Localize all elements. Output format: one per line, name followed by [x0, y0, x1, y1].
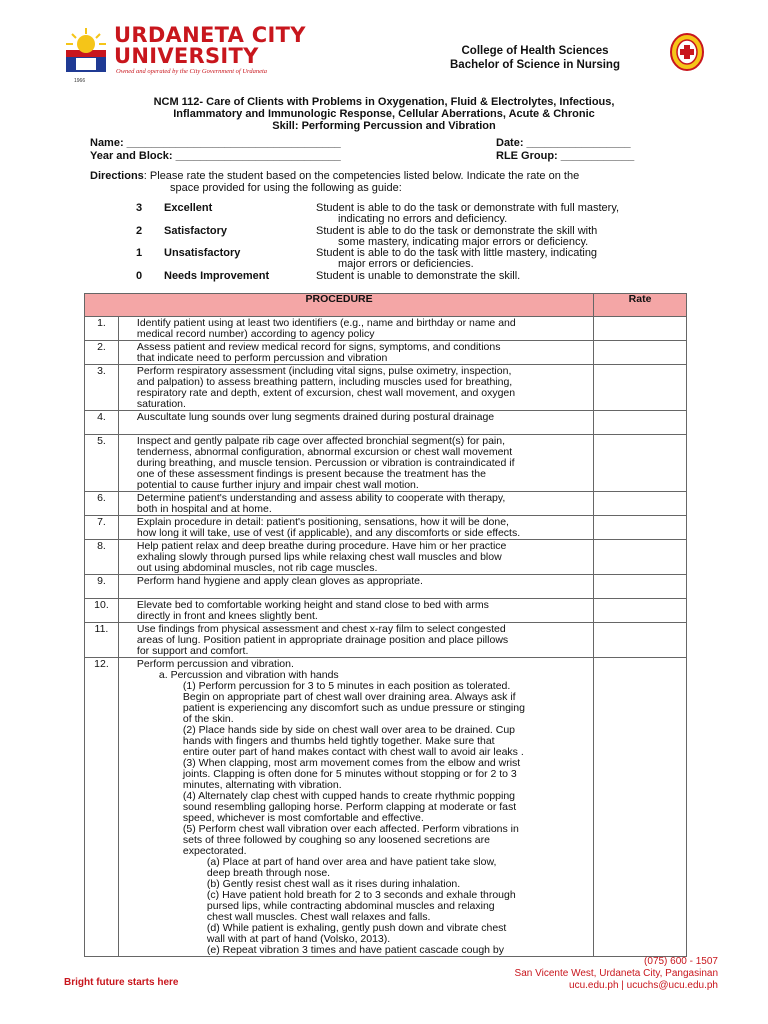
directions: Directions: Please rate the student based on the competencies listed below. Indicate the rate on the space provided for using the following as guide: — [90, 170, 580, 194]
university-logo-icon — [62, 26, 110, 76]
table-row — [85, 599, 687, 623]
footer-contact — [420, 956, 718, 992]
table-row — [85, 492, 687, 516]
step-text: Perform hand hygiene and apply clean gloves as appropriate. — [118, 575, 593, 599]
step-text: Determine patient's understanding and assess ability to cooperate with therapy, both in hospital and at home. — [118, 492, 593, 516]
step-number: 1. — [85, 317, 119, 341]
rate-cell[interactable] — [594, 623, 687, 658]
year-block-field[interactable]: Year and Block: ___________________________ — [90, 149, 341, 162]
step-text: Perform percussion and vibration. a. Percussion and vibration with hands (1) Perform percussion for 3 to 5 minutes in each position as tolerated. Begin on appropriate part of chest wall over draining area. Always ask if patient is experiencing any discomfort such as undue pressure or stinging of the skin. (2) Place hands side by side on chest wall over area to be drained. Cup hands with fingers and thumbs held tightly together. Make sure that entire outer part of hand makes contact with chest wall to avoid air leaks . (3) When clapping, most arm movement comes from the elbow and wrist joints. Clapping is often done for 5 minutes without stopping or for 2 to 3 minutes, alternating with vibration. (4) Alternately clap chest with cupped hands to create rhythmic popping sound resembling galloping horse. Perform clapping at moderate or fast speed, whichever is most comfortable and effective. (5) Perform chest wall vibration over each affected. Perform vibrations in sets of three followed by coughing so any loosened secretions are expectorated. (a) Place at part of hand over area and have patient take slow, deep breath through nose. (b) Gently resist chest wall as it rises during inhalation. (c) Have patient hold breath for 2 to 3 seconds and exhale through pursed lips, while contracting abdominal muscles and relaxing chest wall muscles. Chest wall relaxes and falls. (d) While patient is exhaling, gently push down and vibrate chest wall with at part of hand (Volsko, 2013). (e) Repeat vibration 3 times and have patient cascade cough by — [118, 658, 593, 957]
step-number: 8. — [85, 540, 119, 575]
step-text: Help patient relax and deep breathe during procedure. Have him or her practice exhaling slowly through pursed lips while relaxing chest wall muscles and blow out using abdominal muscles, not rib cage muscles. — [118, 540, 593, 575]
scale-row: 0 Needs Improvement Student is unable to demonstrate the skill. — [136, 270, 521, 283]
scale-row: 1 Unsatisfactory Student is able to do the task with little mastery, indicating major errors or deficiencies. — [136, 247, 598, 271]
course-title: NCM 112- Care of Clients with Problems in Oxygenation, Fluid & Electrolytes, Infectious, Inflammatory and Immunologic Response, Cellular Aberrations, Acute & Chronic Skill: Performing Percussion and Vibration — [153, 96, 615, 132]
rate-cell[interactable] — [594, 540, 687, 575]
rle-group-field[interactable]: RLE Group: ____________ — [496, 149, 635, 162]
step-number: 3. — [85, 365, 119, 411]
step-text: Assess patient and review medical record for signs, symptoms, and conditions that indicate need to perform percussion and vibration — [118, 341, 593, 365]
university-name: URDANETA CITY UNIVERSITY — [114, 23, 306, 68]
step-number: 6. — [85, 492, 119, 516]
founding-year: 1966 — [74, 78, 86, 84]
name-field[interactable]: Name: ___________________________________ — [90, 137, 341, 149]
table-row — [85, 540, 687, 575]
table-row — [85, 623, 687, 658]
footer-slogan: Bright future starts here — [64, 977, 179, 988]
step-number: 4. — [85, 411, 119, 435]
student-info-fields — [90, 137, 690, 162]
procedure-table — [84, 293, 687, 957]
rate-cell[interactable] — [594, 435, 687, 492]
scale-row: 3 Excellent Student is able to do the task or demonstrate with full mastery, indicating no errors and deficiency. — [136, 202, 620, 225]
rate-cell[interactable] — [594, 411, 687, 435]
table-row — [85, 365, 687, 411]
step-text: Auscultate lung sounds over lung segments drained during postural drainage — [118, 411, 593, 435]
rate-header: Rate — [594, 294, 687, 317]
table-row — [85, 658, 687, 957]
step-text: Identify patient using at least two identifiers (e.g., name and birthday or name and medical record number) according to agency policy — [118, 317, 593, 341]
footer-phone: (075) 600 - 1507 — [644, 956, 718, 967]
date-field[interactable]: Date: _________________ — [496, 137, 631, 149]
rate-cell[interactable] — [594, 341, 687, 365]
step-text: Elevate bed to comfortable working height and stand close to bed with arms directly in front and knees slightly bent. — [118, 599, 593, 623]
step-number: 7. — [85, 516, 119, 540]
university-tagline: Owned and operated by the City Government of Urdaneta — [116, 68, 268, 75]
rate-cell[interactable] — [594, 365, 687, 411]
scale-row: 2 Satisfactory Student is able to do the task or demonstrate the skill with some mastery, indicating major errors or deficiency. — [136, 224, 598, 248]
step-text: Use findings from physical assessment and chest x-ray film to select congested areas of lung. Position patient in appropriate drainage position and place pillows for support and comfort. — [118, 623, 593, 658]
step-text: Perform respiratory assessment (including vital signs, pulse oximetry, inspection, and palpation) to assess breathing pattern, including muscles used for breathing, respiratory rate and depth, extent of excursion, chest wall movement, and oxygen saturation. — [118, 365, 593, 411]
procedure-header: PROCEDURE — [85, 294, 594, 317]
rate-cell[interactable] — [594, 492, 687, 516]
step-number: 5. — [85, 435, 119, 492]
step-number: 10. — [85, 599, 119, 623]
footer-web: ucu.edu.ph | ucuchs@ucu.edu.ph — [569, 980, 718, 991]
step-number: 12. — [85, 658, 119, 957]
table-row — [85, 341, 687, 365]
rating-scale — [136, 203, 686, 283]
rate-cell[interactable] — [594, 658, 687, 957]
table-row — [85, 575, 687, 599]
table-row — [85, 317, 687, 341]
step-text: Inspect and gently palpate rib cage over affected bronchial segment(s) for pain, tenderness, abnormal configuration, abnormal excursion or chest wall movement during breathing, and muscle tension. Percussion or vibration is contraindicated if one of these assessment findings is present because the treatment has the potential to cause further injury and impair chest wall motion. — [118, 435, 593, 492]
step-text: Explain procedure in detail: patient's positioning, sensations, how it will be done, how long it will take, use of vest (if applicable), and any discomforts or side effects. — [118, 516, 593, 540]
table-row — [85, 435, 687, 492]
rate-cell[interactable] — [594, 575, 687, 599]
step-number: 11. — [85, 623, 119, 658]
step-number: 9. — [85, 575, 119, 599]
footer-address: San Vicente West, Urdaneta City, Pangasinan — [514, 968, 718, 979]
rate-cell[interactable] — [594, 317, 687, 341]
rate-cell[interactable] — [594, 516, 687, 540]
table-row — [85, 411, 687, 435]
table-row — [85, 516, 687, 540]
step-number: 2. — [85, 341, 119, 365]
rate-cell[interactable] — [594, 599, 687, 623]
college-seal-icon — [670, 33, 704, 71]
college-header: College of Health Sciences Bachelor of Science in Nursing — [450, 45, 620, 71]
